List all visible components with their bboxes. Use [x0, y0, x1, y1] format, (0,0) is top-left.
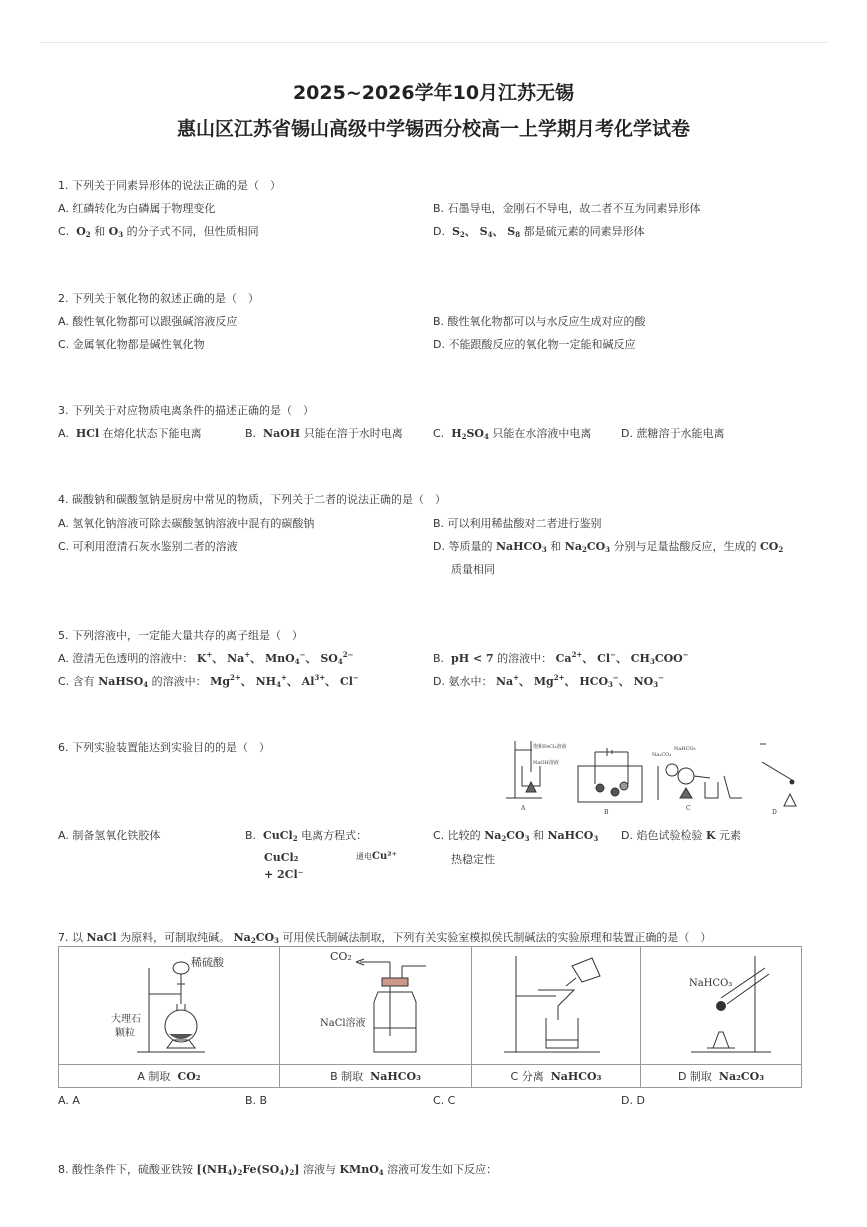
q4-option-d-line2: 质量相同 [451, 563, 495, 576]
q1-option-d: D. $S_2$、 $S_4$、 $S_8$ 都是硫元素的同素异形体 [433, 225, 645, 239]
exam-title-line2: 惠山区江苏省锡山高级中学锡西分校高一上学期月考化学试卷 [176, 118, 690, 140]
q7-option-b: B. B [245, 1094, 268, 1107]
q4-option-c: C. 可利用澄清石灰水鉴别二者的溶液 [58, 540, 238, 553]
header-rule [40, 42, 827, 43]
q3-option-b: B. NaOH 只能在溶于水时电离 [245, 427, 403, 440]
question-5-stem: 5. 下列溶液中，一定能大量共存的离子组是（ ） [58, 629, 303, 642]
q5-option-d: D. 氨水中： Na+、 $Mg^{2+}$、 $HCO_3^-$、 $NO_3^-$ [433, 673, 665, 689]
q7-option-d: D. D [621, 1094, 645, 1107]
q6-fig-c-text1: Na₂CO₃ [652, 752, 672, 758]
q5-option-c: C. 含有 NaHSO$_4$ 的溶液中： $Mg^{2+}$、 $NH_4^+$、 $Al^{3+}$、 Cl− [58, 673, 359, 689]
q6-option-b: B. CuCl$_2$ 电离方程式： [245, 829, 368, 843]
q5-option-a: A. 澄清无色透明的溶液中： K+、 Na+、 MnO$_4$−、 $SO_4^{2-}$ [58, 650, 354, 666]
q7-caption-c: C 分离 NaHCO₃ [472, 1065, 641, 1088]
q3-option-a: A. HCl 在熔化状态下能电离 [58, 427, 202, 440]
q5-option-b: B. pH < 7 的溶液中： $Ca^{2+}$、 Cl−、 $CH_3COO^-$ [433, 650, 689, 666]
q7-caption-b: B 制取 NaHCO₃ [280, 1065, 472, 1088]
q2-option-d: D. 不能跟酸反应的氧化物一定能和碱反应 [433, 338, 636, 351]
question-3-stem: 3. 下列关于对应物质电离条件的描述正确的是（ ） [58, 404, 314, 417]
q7-fig-a [109, 948, 229, 1060]
q6-fig-label-b: B [604, 809, 609, 816]
q7-fig-a-label3: 颗粒 [115, 1028, 135, 1039]
q7-option-c: C. C [433, 1094, 456, 1107]
q7-fig-b-label2: NaCl溶液 [319, 1018, 366, 1029]
q1-option-b: B. 石墨导电，金刚石不导电，故二者不互为同素异形体 [433, 202, 701, 215]
q6-option-b-condition: 通电Cu²⁺ [356, 851, 397, 862]
q6-fig-a-text1: 饱和FeCl₃溶液 [533, 744, 567, 750]
q6-fig-label-a: A [521, 805, 526, 812]
q2-option-c: C. 金属氧化物都是碱性氧化物 [58, 338, 205, 351]
q6-option-c: C. 比较的 $Na_2CO_3$ 和 NaHCO$_3$ [433, 829, 599, 843]
q7-fig-d [661, 948, 781, 1060]
q6-fig-b [578, 748, 642, 802]
q6-fig-label-d: D [772, 809, 777, 816]
q1-option-a: A. 红磷转化为白磷属于物理变化 [58, 202, 216, 215]
q3-option-c: C. $H_2SO_4$ 只能在水溶液中电离 [433, 427, 592, 441]
q2-option-a: A. 酸性氧化物都可以跟强碱溶液反应 [58, 315, 238, 328]
q4-option-d: D. 等质量的 NaHCO$_3$ 和 $Na_2CO_3$ 分别与足量盐酸反应，生成的 $CO_2$ [433, 540, 784, 554]
q3-option-d: D. 蔗糖溶于水能电离 [621, 427, 725, 440]
q2-option-b: B. 酸性氧化物都可以与水反应生成对应的酸 [433, 315, 646, 328]
q7-fig-d-label: NaHCO₃ [689, 978, 733, 989]
question-2-stem: 2. 下列关于氧化物的叙述正确的是（ ） [58, 292, 259, 305]
q7-fig-c [496, 948, 616, 1060]
q6-option-b-rhs: + 2Cl⁻ [264, 868, 304, 881]
question-6-stem: 6. 下列实验装置能达到实验目的的是（ ） [58, 741, 270, 754]
exam-title-line1: 2025~2026学年10月江苏无锡 [292, 82, 575, 104]
q7-caption-d: D 制取 Na₂CO₃ [641, 1065, 802, 1088]
q6-option-a: A. 制备氢氧化铁胶体 [58, 829, 161, 842]
q6-fig-c [658, 764, 742, 800]
q7-fig-b [316, 948, 436, 1060]
q7-fig-a-label2: 大理石 [111, 1014, 141, 1025]
q6-option-c-line2: 热稳定性 [451, 853, 495, 866]
q6-option-d: D. 焰色试验检验 K 元素 [621, 829, 742, 842]
q6-fig-a-text2: NaOH溶液 [533, 760, 559, 766]
q6-fig-label-c: C [686, 805, 691, 812]
q6-fig-d [760, 744, 796, 806]
q4-option-a: A. 氢氧化钠溶液可除去碳酸氢钠溶液中混有的碳酸钠 [58, 517, 315, 530]
question-7-stem: 7. 以 NaCl 为原料，可制取纯碱。 $Na_2CO_3$ 可用侯氏制碱法制取，下列有关实验室模拟侯氏制碱法的实验原理和装置正确的是（ ） [58, 931, 712, 945]
question-4-stem: 4. 碳酸钠和碳酸氢钠是厨房中常见的物质，下列关于二者的说法正确的是（ ） [58, 493, 446, 506]
q1-option-c: C. $O_2$ 和 $O_3$ 的分子式不同，但性质相同 [58, 225, 259, 239]
q6-fig-c-text2: NaHCO₃ [674, 746, 696, 752]
q6-option-b-lhs: CuCl₂ [264, 851, 299, 864]
question-8-stem: 8. 酸性条件下，硫酸亚铁铵 $[(NH_4)_2Fe(SO_4)_2]$ 溶液与 KMnO$_4$ 溶液可发生如下反应： [58, 1163, 498, 1177]
q6-apparatus-figure [500, 736, 802, 816]
q7-option-a: A. A [58, 1094, 80, 1107]
q7-fig-a-label1: 稀硫酸 [191, 956, 224, 969]
q7-apparatus-table [58, 946, 802, 1088]
q7-caption-a: A 制取 CO₂ [59, 1065, 280, 1088]
q4-option-b: B. 可以利用稀盐酸对二者进行鉴别 [433, 517, 602, 530]
q7-fig-b-label1: CO₂ [329, 950, 352, 963]
question-1-stem: 1. 下列关于同素异形体的说法正确的是（ ） [58, 179, 281, 192]
